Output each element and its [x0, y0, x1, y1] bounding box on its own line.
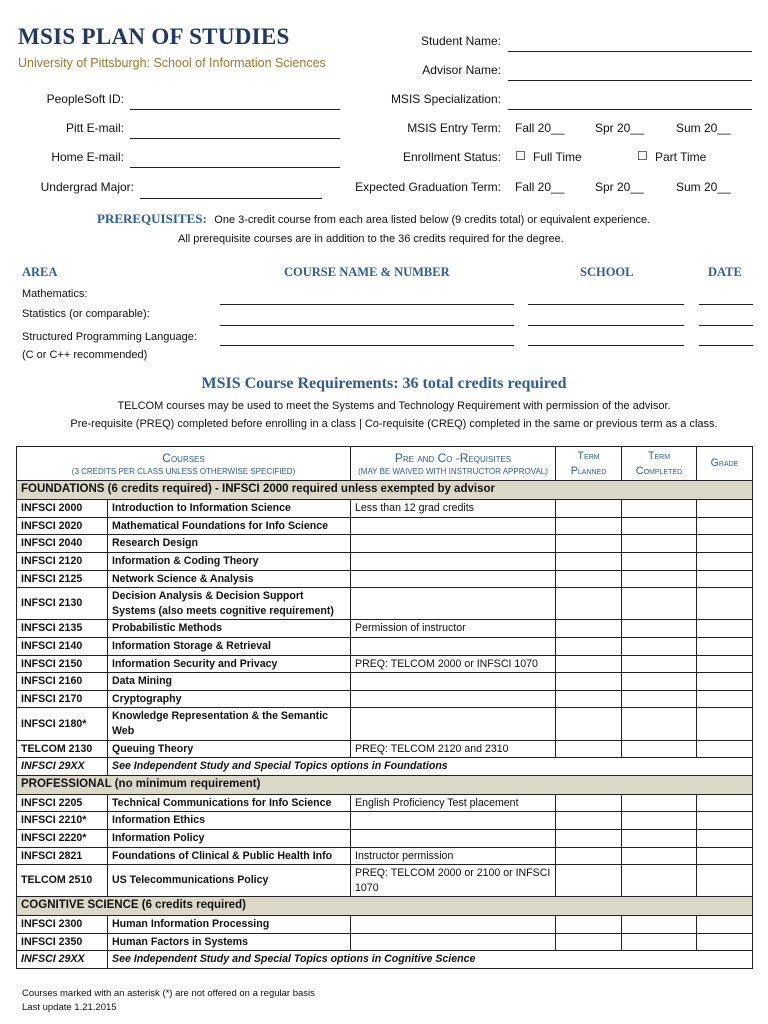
course-code: INFSCI 29XX — [17, 951, 108, 969]
section-header-row — [17, 481, 753, 500]
course-name: Network Science & Analysis — [108, 570, 351, 588]
course-name: Mathematical Foundations for Info Science — [108, 517, 351, 535]
grade-cell[interactable] — [697, 690, 753, 708]
grad-sum-option[interactable]: Sum 20__ — [676, 180, 731, 194]
grade-header: Grade — [697, 447, 753, 481]
grade-cell[interactable] — [697, 620, 753, 638]
term-completed-cell[interactable] — [622, 740, 697, 758]
course-code: INFSCI 2205 — [17, 794, 108, 812]
grade-cell[interactable] — [697, 570, 753, 588]
term-planned-cell[interactable] — [556, 690, 622, 708]
advisor-name-label: Advisor Name: — [422, 63, 501, 77]
prereq-label: PREREQUISITES: — [97, 211, 207, 226]
term-completed-cell[interactable] — [622, 588, 697, 620]
term-planned-cell[interactable] — [556, 552, 622, 570]
course-name: US Telecommunications Policy — [108, 865, 351, 897]
undergrad-major-label: Undergrad Major: — [40, 180, 134, 194]
course-code: INFSCI 2350 — [17, 933, 108, 951]
student-name-label: Student Name: — [420, 34, 501, 48]
grade-cell[interactable] — [697, 535, 753, 553]
term-planned-cell[interactable] — [556, 812, 622, 830]
term-planned-cell[interactable] — [556, 794, 622, 812]
course-code: INFSCI 2140 — [17, 637, 108, 655]
course-prereq — [351, 690, 556, 708]
undergrad-major-field[interactable] — [140, 198, 322, 199]
term-planned-cell[interactable] — [556, 637, 622, 655]
course-prereq: PREQ: TELCOM 2000 or 2100 or INFSCI 1070 — [351, 865, 556, 897]
term-planned-cell[interactable] — [556, 708, 622, 740]
course-code: INFSCI 2020 — [17, 517, 108, 535]
course-code: INFSCI 2150 — [17, 655, 108, 673]
course-name: Information Storage & Retrieval — [108, 637, 351, 655]
school-header: SCHOOL — [580, 265, 634, 279]
area-mathematics: Mathematics: — [22, 288, 88, 300]
course-name: Information & Coding Theory — [108, 552, 351, 570]
specialization-field[interactable] — [508, 109, 752, 110]
math-date-field[interactable] — [699, 304, 753, 305]
course-prereq — [351, 535, 556, 553]
part-time-label: Part Time — [655, 150, 707, 164]
term-completed-cell[interactable] — [622, 655, 697, 673]
term-completed-cell[interactable] — [622, 794, 697, 812]
area-statistics: Statistics (or comparable): — [22, 308, 150, 320]
math-course-field[interactable] — [220, 304, 514, 305]
grad-fall-option[interactable]: Fall 20__ — [515, 180, 565, 194]
section-title: FOUNDATIONS (6 credits required) - INFSCI 2000 required unless exempted by advisor — [17, 481, 753, 500]
course-prereq: PREQ: TELCOM 2120 and 2310 — [351, 740, 556, 758]
term-completed-header: Term Completed — [622, 447, 697, 481]
term-completed-cell[interactable] — [622, 847, 697, 865]
term-planned-cell[interactable] — [556, 829, 622, 847]
grade-cell[interactable] — [697, 500, 753, 518]
prog-course-field[interactable] — [220, 345, 514, 346]
table-row — [17, 637, 753, 655]
grade-cell[interactable] — [697, 588, 753, 620]
grade-cell[interactable] — [697, 794, 753, 812]
course-prereq: Instructor permission — [351, 847, 556, 865]
prog-school-field[interactable] — [528, 345, 684, 346]
course-prereq — [351, 637, 556, 655]
course-prereq — [351, 570, 556, 588]
entry-term-label: MSIS Entry Term: — [407, 121, 501, 135]
course-name: Research Design — [108, 535, 351, 553]
course-code: TELCOM 2510 — [17, 865, 108, 897]
course-prereq: English Proficiency Test placement — [351, 794, 556, 812]
courses-header: Courses (3 CREDITS PER CLASS UNLESS OTHERWISE SPECIFIED) — [17, 447, 351, 481]
table-row — [17, 865, 753, 897]
course-name: Cryptography — [108, 690, 351, 708]
requirements-note-2: Pre-requisite (PREQ) completed before enrolling in a class | Co-requisite (CREQ) completed in the same or previous term as a class. — [70, 418, 718, 430]
page-title: MSIS PLAN OF STUDIES — [18, 24, 290, 49]
course-name: Human Factors in Systems — [108, 933, 351, 951]
area-header: AREA — [22, 265, 58, 279]
course-code: INFSCI 2125 — [17, 570, 108, 588]
grade-cell[interactable] — [697, 655, 753, 673]
prog-date-field[interactable] — [699, 345, 753, 346]
prereq-text: One 3-credit course from each area listed below (9 credits total) or equivalent experience. — [214, 214, 651, 226]
term-completed-cell[interactable] — [622, 570, 697, 588]
table-row — [17, 535, 753, 553]
course-name: Probabilistic Methods — [108, 620, 351, 638]
term-planned-cell[interactable] — [556, 933, 622, 951]
course-name: Decision Analysis & Decision Support Systems (also meets cognitive requirement) — [108, 588, 351, 620]
prereq-column-header: Pre and Co -Requisites (MAY BE WAIVED WITH INSTRUCTOR APPROVAL) — [351, 447, 556, 481]
prereq-line — [97, 210, 650, 228]
term-completed-cell[interactable] — [622, 865, 697, 897]
table-row — [17, 916, 753, 934]
special-topics-row — [17, 951, 753, 969]
table-row — [17, 740, 753, 758]
term-planned-cell[interactable] — [556, 916, 622, 934]
grade-cell[interactable] — [697, 865, 753, 897]
course-prereq: Less than 12 grad credits — [351, 500, 556, 518]
course-name: Information Ethics — [108, 812, 351, 830]
course-header: COURSE NAME & NUMBER — [284, 265, 450, 279]
table-row — [17, 620, 753, 638]
full-time-label: Full Time — [533, 150, 582, 164]
course-table — [16, 446, 753, 969]
course-prereq — [351, 708, 556, 740]
course-name: Information Security and Privacy — [108, 655, 351, 673]
term-completed-cell[interactable] — [622, 812, 697, 830]
grade-cell[interactable] — [697, 812, 753, 830]
table-row — [17, 812, 753, 830]
grade-cell[interactable] — [697, 673, 753, 691]
course-prereq — [351, 829, 556, 847]
course-code: INFSCI 2160 — [17, 673, 108, 691]
grade-cell[interactable] — [697, 552, 753, 570]
term-completed-cell[interactable] — [622, 517, 697, 535]
pitt-email-field[interactable] — [130, 138, 340, 139]
entry-spr-option[interactable]: Spr 20__ — [595, 121, 644, 135]
table-row — [17, 708, 753, 740]
grade-cell[interactable] — [697, 740, 753, 758]
course-name: Information Policy — [108, 829, 351, 847]
course-prereq — [351, 673, 556, 691]
course-code: INFSCI 2821 — [17, 847, 108, 865]
term-completed-cell[interactable] — [622, 916, 697, 934]
table-row — [17, 794, 753, 812]
course-prereq — [351, 916, 556, 934]
term-completed-cell[interactable] — [622, 637, 697, 655]
course-prereq: PREQ: TELCOM 2000 or INFSCI 1070 — [351, 655, 556, 673]
term-completed-cell[interactable] — [622, 690, 697, 708]
term-completed-cell[interactable] — [622, 620, 697, 638]
course-code: INFSCI 2170 — [17, 690, 108, 708]
course-name: Technical Communications for Info Science — [108, 794, 351, 812]
term-completed-cell[interactable] — [622, 552, 697, 570]
table-row — [17, 588, 753, 620]
grade-cell[interactable] — [697, 916, 753, 934]
course-prereq: Permission of instructor — [351, 620, 556, 638]
table-row — [17, 517, 753, 535]
term-planned-cell[interactable] — [556, 535, 622, 553]
term-completed-cell[interactable] — [622, 673, 697, 691]
course-code: INFSCI 2300 — [17, 916, 108, 934]
table-row — [17, 847, 753, 865]
stats-date-field[interactable] — [699, 325, 753, 326]
requirements-title: MSIS Course Requirements: 36 total credits required — [201, 375, 567, 392]
full-time-checkbox[interactable]: ☐ — [515, 149, 526, 163]
term-planned-cell[interactable] — [556, 865, 622, 897]
prereq-note: All prerequisite courses are in addition to the 36 credits required for the degree. — [178, 233, 564, 245]
term-planned-cell[interactable] — [556, 740, 622, 758]
course-prereq — [351, 588, 556, 620]
table-row — [17, 552, 753, 570]
term-planned-cell[interactable] — [556, 500, 622, 518]
table-row — [17, 500, 753, 518]
grade-cell[interactable] — [697, 933, 753, 951]
course-code: INFSCI 2130 — [17, 588, 108, 620]
term-planned-cell[interactable] — [556, 570, 622, 588]
table-row — [17, 655, 753, 673]
entry-fall-option[interactable]: Fall 20__ — [515, 121, 565, 135]
term-planned-header: Term Planned — [556, 447, 622, 481]
enrollment-status-label: Enrollment Status: — [402, 150, 501, 164]
section-title: PROFESSIONAL (no minimum requirement) — [17, 775, 753, 794]
requirements-note-1: TELCOM courses may be used to meet the Systems and Technology Requirement with permission of the advisor. — [117, 400, 671, 412]
footer-updated: Last update 1.21.2015 — [22, 1002, 117, 1013]
grade-cell[interactable] — [697, 708, 753, 740]
term-completed-cell[interactable] — [622, 500, 697, 518]
math-school-field[interactable] — [528, 304, 684, 305]
table-row — [17, 829, 753, 847]
date-header: DATE — [708, 265, 742, 279]
term-planned-cell[interactable] — [556, 517, 622, 535]
term-planned-cell[interactable] — [556, 847, 622, 865]
term-planned-cell[interactable] — [556, 620, 622, 638]
grad-spr-option[interactable]: Spr 20__ — [595, 180, 644, 194]
term-completed-cell[interactable] — [622, 708, 697, 740]
area-programming-note: (C or C++ recommended) — [22, 349, 148, 361]
part-time-checkbox[interactable]: ☐ — [637, 149, 648, 163]
grade-cell[interactable] — [697, 847, 753, 865]
course-prereq — [351, 933, 556, 951]
section-title: COGNITIVE SCIENCE (6 credits required) — [17, 897, 753, 916]
student-name-field[interactable] — [508, 51, 752, 52]
table-row — [17, 570, 753, 588]
course-code: INFSCI 2120 — [17, 552, 108, 570]
term-planned-cell[interactable] — [556, 655, 622, 673]
peoplesoft-id-field[interactable] — [130, 109, 340, 110]
course-rows — [17, 481, 753, 969]
course-code: INFSCI 2040 — [17, 535, 108, 553]
home-email-label: Home E-mail: — [51, 150, 124, 164]
course-name: Introduction to Information Science — [108, 500, 351, 518]
course-code: INFSCI 2220* — [17, 829, 108, 847]
table-row — [17, 673, 753, 691]
term-planned-cell[interactable] — [556, 588, 622, 620]
grade-cell[interactable] — [697, 517, 753, 535]
course-prereq — [351, 812, 556, 830]
course-prereq — [351, 517, 556, 535]
advisor-name-field[interactable] — [508, 80, 752, 81]
term-planned-cell[interactable] — [556, 673, 622, 691]
stats-school-field[interactable] — [528, 325, 684, 326]
term-completed-cell[interactable] — [622, 933, 697, 951]
course-code: INFSCI 2000 — [17, 500, 108, 518]
course-code: INFSCI 2210* — [17, 812, 108, 830]
course-name: Queuing Theory — [108, 740, 351, 758]
peoplesoft-id-label: PeopleSoft ID: — [46, 92, 124, 106]
course-prereq — [351, 552, 556, 570]
grade-cell[interactable] — [697, 637, 753, 655]
special-topics-note: See Independent Study and Special Topics options in Foundations — [108, 758, 753, 776]
specialization-label: MSIS Specialization: — [390, 92, 501, 106]
pitt-email-label: Pitt E-mail: — [65, 121, 124, 135]
term-completed-cell[interactable] — [622, 535, 697, 553]
section-header-row — [17, 897, 753, 916]
page-subtitle: University of Pittsburgh: School of Information Sciences — [18, 56, 326, 70]
course-code: INFSCI 2135 — [17, 620, 108, 638]
home-email-field[interactable] — [130, 167, 340, 168]
course-code: INFSCI 2180* — [17, 708, 108, 740]
term-completed-cell[interactable] — [622, 829, 697, 847]
grade-cell[interactable] — [697, 829, 753, 847]
entry-sum-option[interactable]: Sum 20__ — [676, 121, 731, 135]
course-code: TELCOM 2130 — [17, 740, 108, 758]
special-topics-row — [17, 758, 753, 776]
area-programming: Structured Programming Language: — [22, 331, 197, 343]
section-header-row — [17, 775, 753, 794]
expected-grad-label: Expected Graduation Term: — [355, 180, 501, 194]
course-name: Data Mining — [108, 673, 351, 691]
table-row — [17, 933, 753, 951]
footer-note: Courses marked with an asterisk (*) are not offered on a regular basis — [22, 988, 315, 999]
special-topics-note: See Independent Study and Special Topics options in Cognitive Science — [108, 951, 753, 969]
course-name: Foundations of Clinical & Public Health Info — [108, 847, 351, 865]
course-name: Human Information Processing — [108, 916, 351, 934]
course-code: INFSCI 29XX — [17, 758, 108, 776]
table-row — [17, 690, 753, 708]
course-name: Knowledge Representation & the Semantic Web — [108, 708, 351, 740]
stats-course-field[interactable] — [220, 325, 514, 326]
